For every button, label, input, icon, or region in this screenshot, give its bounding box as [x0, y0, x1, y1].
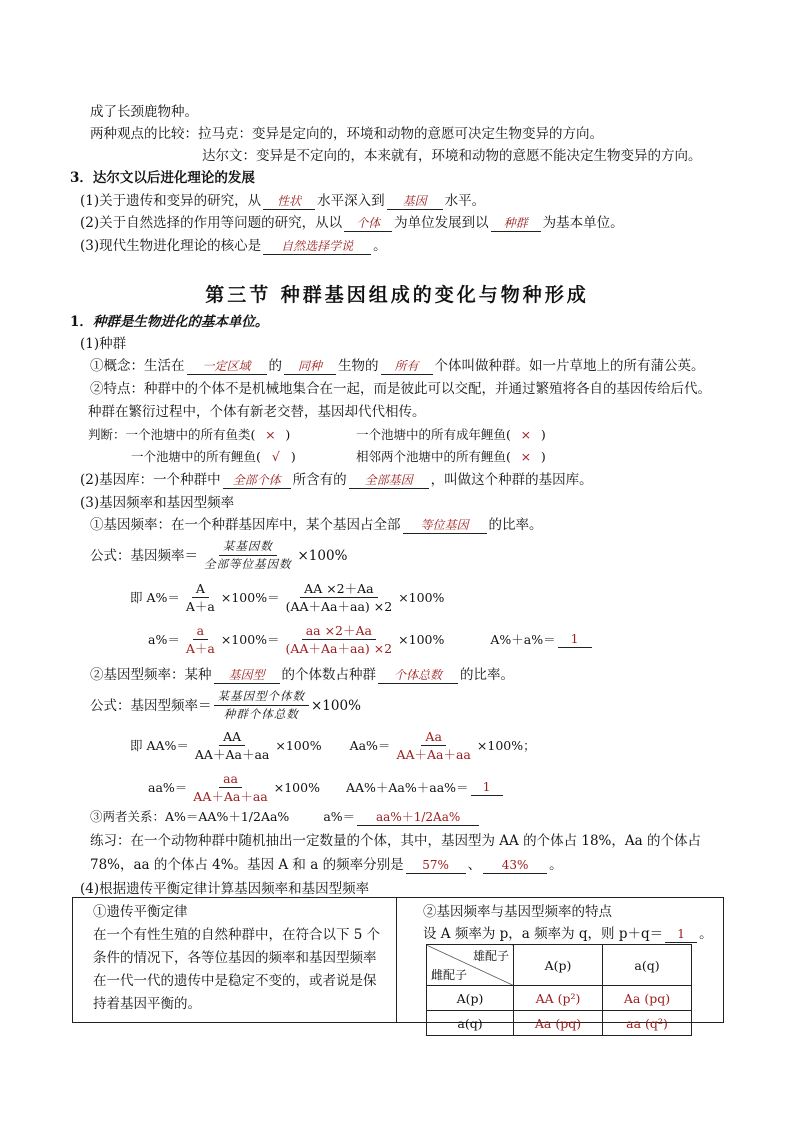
blank: 个体	[344, 215, 392, 232]
sub-heading: (1)种群	[80, 336, 127, 352]
section-title: 第三节 种群基因组成的变化与物种形成	[205, 284, 589, 306]
gamete-table	[426, 944, 692, 1036]
fraction	[214, 688, 310, 723]
blank: 所有	[381, 358, 433, 375]
text: (3)现代生物进化理论的核心是	[80, 238, 262, 254]
text: 公式：基因型频率＝	[90, 697, 212, 714]
text: ×100%	[297, 547, 348, 564]
text: ①基因频率：在一个种群基因库中，某个基因占全部	[90, 517, 401, 533]
heading-text: 种群是生物进化的基本单位。	[92, 314, 269, 330]
genotype-freq-line	[90, 666, 514, 684]
denominator: A＋a	[185, 641, 215, 656]
numerator: AA	[219, 728, 245, 746]
fraction	[189, 770, 271, 805]
numerator: 某基因型个体数	[214, 688, 310, 706]
text: 设 A 频率为 p，a 频率为 q，则 p＋q＝	[423, 926, 664, 942]
text: 78%，aa 的个体占 4%。基因 A 和 a 的频率分别是	[90, 857, 404, 873]
text: 所含有的	[292, 472, 347, 488]
text: a%＝	[148, 631, 180, 647]
row-header: a(q)	[427, 1011, 514, 1036]
text: 一个池塘中的所有成年鲤鱼(	[356, 427, 511, 442]
denominator: 种群个体总数	[223, 707, 299, 721]
fraction	[282, 580, 397, 615]
blank: 57%	[406, 857, 466, 874]
text: ①概念：生活在	[90, 358, 185, 374]
formula-genotype-freq	[90, 688, 361, 723]
text: 水平深入到	[317, 193, 385, 209]
text: 即 AA%＝	[130, 737, 189, 753]
text: )	[290, 449, 296, 464]
table-corner	[427, 945, 514, 986]
text: 一个池塘中的所有鲤鱼(	[131, 449, 261, 464]
fraction	[182, 580, 219, 615]
table-cell: AA (p²)	[514, 986, 603, 1011]
text: 的	[268, 358, 282, 374]
p1-heading	[70, 313, 268, 331]
formula-A	[130, 580, 444, 615]
blank: aa%＋1/2Aa%	[357, 809, 479, 826]
formula-aa	[148, 770, 505, 805]
s3-heading: 3．达尔文以后进化理论的发展	[70, 170, 255, 186]
blank: 基因型	[214, 667, 280, 684]
male-label: 雄配子	[472, 949, 509, 963]
box-left-text: 在一代一代的遗传中是稳定不变的，或者说是保	[93, 973, 377, 989]
answer: ×	[265, 427, 276, 442]
blank: 自然选择学说	[263, 238, 371, 255]
compare-line	[90, 125, 603, 143]
concept-line	[90, 357, 705, 375]
answer: ×	[520, 427, 532, 442]
numerator: aa ×2＋Aa	[302, 622, 376, 640]
fraction	[282, 622, 397, 657]
denominator: (AA＋Aa＋aa) ×2	[285, 599, 393, 614]
text: A%＋a%＝	[490, 631, 556, 647]
judge-line2	[356, 426, 546, 444]
box-left-title: ①遗传平衡定律	[93, 904, 188, 920]
text: ×100%	[311, 697, 361, 714]
blank: 43%	[483, 857, 547, 874]
text: (2)关于自然选择的作用等问题的研究，从以	[80, 215, 343, 231]
formula-gene-freq	[90, 538, 347, 573]
fraction	[200, 538, 296, 573]
row-header: A(p)	[427, 986, 514, 1011]
num: 1．	[70, 314, 93, 330]
s3-line3	[80, 237, 387, 255]
column-header: A(p)	[514, 945, 603, 986]
exercise-line1: 练习：在一个动物种群中随机抽出一定数量的个体，其中，基因型为 AA 的个体占 18%，Aa 的个体占	[90, 833, 701, 849]
lamarck-view: 拉马克：变异是定向的，环境和动物的意愿可决定生物变异的方向。	[198, 126, 603, 142]
blank: 同种	[284, 358, 336, 375]
judge-line3	[131, 448, 296, 466]
formula-AA	[130, 728, 536, 763]
blank: 1	[471, 779, 503, 796]
female-label: 雌配子	[431, 968, 468, 982]
text: ×100%	[275, 737, 322, 753]
text: 。	[549, 857, 563, 873]
text: 。	[699, 926, 713, 942]
blank: 性状	[263, 193, 315, 210]
denominator: 全部等位基因数	[204, 557, 292, 571]
numerator: Aa	[421, 728, 445, 746]
text: 为基本单位。	[542, 215, 624, 231]
text: 。	[373, 238, 387, 254]
text: ×100%＝	[220, 631, 280, 647]
text: 水平。	[444, 193, 486, 209]
column-header: a(q)	[603, 945, 692, 986]
table-cell: aa (q²)	[603, 1011, 692, 1036]
denominator: AA＋Aa＋aa	[396, 747, 471, 762]
box-right-line	[423, 925, 713, 943]
text: ，叫做这个种群的基因库。	[430, 472, 593, 488]
judge-line4	[356, 448, 546, 466]
text: ×100%	[398, 631, 445, 647]
text: 为单位发展到以	[394, 215, 489, 231]
blank: 一定区域	[187, 358, 267, 375]
judge-line1	[88, 426, 290, 444]
text: ×100%	[398, 589, 445, 605]
table-cell: Aa (pq)	[603, 986, 692, 1011]
text: 的比率。	[488, 517, 543, 533]
denominator: (AA＋Aa＋aa) ×2	[285, 641, 393, 656]
text: 判断：	[88, 427, 126, 442]
text: (2)基因库：一个种群中	[80, 472, 221, 488]
text: 公式：基因频率＝	[90, 547, 198, 564]
answer: √	[271, 449, 280, 464]
compare-label: 两种观点的比较：	[90, 126, 198, 142]
numerator: AA ×2＋Aa	[300, 580, 377, 598]
relation-line	[90, 808, 481, 826]
sub-heading: (4)根据遗传平衡定律计算基因频率和基因型频率	[80, 881, 370, 897]
text: )	[540, 449, 546, 464]
numerator: A	[192, 580, 209, 598]
denominator: A＋a	[185, 599, 215, 614]
text: a%＝	[323, 809, 356, 824]
text: 一个池塘中的所有鱼类(	[125, 427, 256, 442]
text: 即 A%＝	[130, 589, 180, 605]
box-left-text: 在一个有性生殖的自然种群中，在符合以下 5 个	[93, 927, 381, 943]
text: ×100%	[273, 779, 320, 795]
text: ×100%；	[476, 737, 536, 753]
divider	[396, 898, 397, 1022]
text: 的个体数占种群	[281, 667, 376, 683]
fraction	[182, 622, 219, 657]
blank: 1	[665, 926, 697, 943]
text: 生物的	[338, 358, 379, 374]
equilibrium-box	[72, 897, 724, 1031]
text: Aa%＝	[349, 737, 391, 753]
box-left-text: 条件的情况下，各等位基因的频率和基因型频率	[93, 950, 377, 966]
numerator: a	[193, 622, 208, 640]
gene-freq-line	[90, 516, 543, 534]
text: ③两者关系：A%＝AA%＋1/2Aa%	[90, 809, 290, 824]
sub-heading: (3)基因频率和基因型频率	[80, 495, 235, 511]
text: aa%＝	[148, 779, 188, 795]
text: ②基因型频率：某种	[90, 667, 212, 683]
text: (1)关于遗传和变异的研究，从	[80, 193, 262, 209]
intro-line: 成了长颈鹿物种。	[90, 104, 198, 120]
blank: 基因	[387, 193, 443, 210]
s3-line2	[80, 214, 624, 232]
numerator: aa	[219, 770, 242, 788]
table-cell: Aa (pq)	[514, 1011, 603, 1036]
answer: ×	[520, 449, 532, 464]
text: ×100%＝	[220, 589, 280, 605]
text: AA%＋Aa%＋aa%＝	[345, 779, 469, 795]
blank: 等位基因	[403, 517, 487, 534]
text: 、	[467, 857, 482, 873]
text: 相邻两个池塘中的所有鲤鱼(	[356, 449, 511, 464]
blank: 种群	[491, 215, 541, 232]
blank: 全部个体	[223, 472, 291, 489]
box-left-text: 持着基因平衡的。	[93, 996, 201, 1012]
feature-line2: 种群在繁衍过程中，个体有新老交替，基因却代代相传。	[88, 404, 426, 420]
text: 的比率。	[460, 667, 514, 683]
fraction	[392, 728, 474, 763]
denominator: AA＋Aa＋aa	[194, 747, 270, 762]
blank: 个体总数	[378, 667, 458, 684]
exercise-line2	[90, 856, 563, 874]
numerator: 某基因数	[219, 538, 277, 556]
text: )	[285, 427, 291, 442]
darwin-view: 达尔文：变异是不定向的，本来就有，环境和动物的意愿不能决定生物变异的方向。	[202, 148, 702, 164]
blank: 全部基因	[349, 472, 429, 489]
gene-pool-line	[80, 471, 593, 489]
blank: 1	[558, 631, 592, 648]
text: )	[540, 427, 546, 442]
formula-a	[148, 622, 594, 657]
fraction	[191, 728, 273, 763]
feature-line: ②特点：种群中的个体不是机械地集合在一起，而是彼此可以交配，并通过繁殖将各自的基因传给后代。	[90, 381, 711, 397]
denominator: AA＋Aa＋aa	[193, 789, 268, 804]
box-right-title: ②基因频率与基因型频率的特点	[423, 904, 612, 920]
text: 个体叫做种群。如一片草地上的所有蒲公英。	[434, 358, 705, 374]
s3-line1	[80, 192, 485, 210]
